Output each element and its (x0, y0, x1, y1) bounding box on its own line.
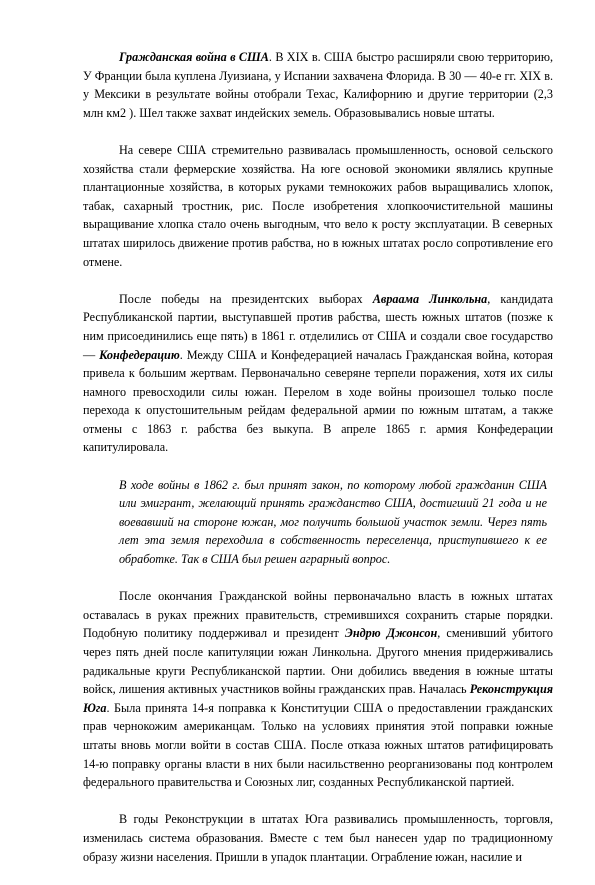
paragraph-text: В годы Реконструкции в штатах Юга развивались промышленность, торговля, изменилась система образования. Вместе с тем был нанесен удар по традиционному образу жизни населения. Пришли в упадок плантации. Ограбление южан, насилие и (83, 812, 553, 864)
heading-civil-war: Гражданская война в США (119, 50, 269, 64)
paragraph-text: После победы на президентских выборах (119, 291, 373, 306)
term-johnson: Эндрю Джонсон (344, 626, 438, 641)
paragraph-civil-war-intro (83, 48, 553, 122)
paragraph-text: , кандидата Республиканской партии, выступавшей против рабства, шесть южных штатов (позже к ним присоединились еще пять) в 1861 г. отделились от США и создали свое государство — (83, 291, 553, 362)
paragraph-text: . Между США и Конфедерацией началась Гражданская война, которая привела к большим жертвам. Первоначально северяне терпели поражения, хотя их силы намного превосходили силы южан. Перелом в ходе войны произошел только после перехода к опустошительным рейдам федеральной армии по южным штатам, а также отмены с 1863 г. рабства без выкупа. В апреле 1865 г. армия Конфедерации капитулировала. (83, 347, 553, 455)
paragraph-text: . Была принята 14-я поправка к Конституции США о предоставлении гражданских прав чернокожим американцам. Только на условиях принятия этой поправки южные штаты вновь могли войти в состав США. После отказа южных штатов ратифицировать 14-ю поправку органы власти в них были насильственно реорганизованы под контролем федерального правительства и Союзных лиг, созданных Республиканской партией. (83, 700, 553, 790)
paragraph-text: На севере США стремительно развивалась промышленность, основой сельского хозяйства стали фермерские хозяйства. На юге основой экономики являлись крупные плантационные хозяйства, в которых руками темнокожих рабов выращивались хлопок, табак, сахарный тростник, рис. После изобретения хлопкоочистительной машины выращивание хлопка стало очень выгодным, что вело к росту эксплуатации. В северных штатах ширилось движение против рабства, но в южных штатах росло сопротивление его отмене. (83, 142, 553, 269)
paragraph-reconstruction-years (83, 810, 553, 866)
term-confederacy: Конфедерацию (99, 347, 180, 362)
term-reconstruction: Реконструкция Юга (83, 682, 553, 715)
paragraph-lincoln-confederacy (83, 290, 553, 457)
document-body (83, 48, 553, 885)
paragraph-homestead-law (119, 476, 547, 569)
paragraph-north-south-economy (83, 141, 553, 271)
paragraph-text: . В XIX в. США быстро расширяли свою территорию, У Франции была куплена Луизиана, у Испании захвачена Флорида. В 30 — 40-е гг. XIX в. у Мексики в результате войны отобрали Техас, Калифорнию и другие территории (2,3 млн км2 ). Шел также захват индейских земель. Образовывались новые штаты. (83, 50, 553, 120)
paragraph-text: , сменивший убитого через пять дней после капитуляции южан Линкольна. Другого мнения придерживались радикальные круги Республиканской партии. Они добились введения в южные штаты войск, лишения активных участников войны гражданских прав. Началась (83, 626, 553, 697)
paragraph-reconstruction (83, 587, 553, 792)
paragraph-text: В ходе войны в 1862 г. был принят закон, по которому любой гражданин США или эмигрант, желающий принять гражданство США, достигший 21 года и не воевавший на стороне южан, мог получить большой участок земли. Через пять лет эта земля переходила в собственность переселенца, приступившего к ее обработке. Так в США был решен аграрный вопрос. (119, 477, 547, 567)
term-lincoln: Авраама Линкольна (372, 291, 488, 306)
paragraph-text: После окончания Гражданской войны первоначально власть в южных штатах оставалась в руках прежних правительств, стремившихся сохранить старые порядки. Подобную политику поддерживал и президент (83, 589, 553, 641)
